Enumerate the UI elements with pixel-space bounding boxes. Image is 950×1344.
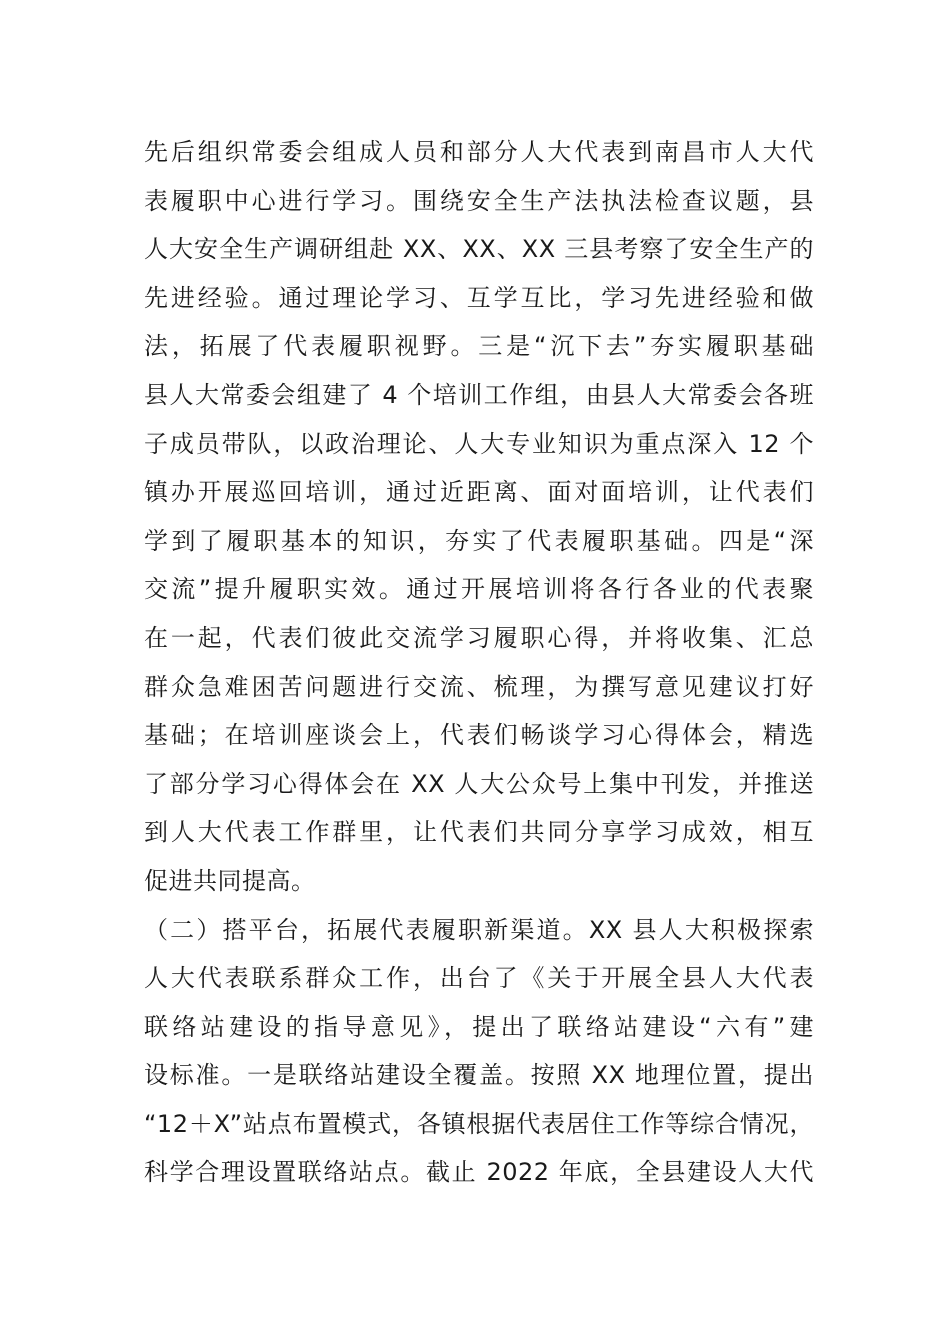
text-line-4: 先进经验。通过理论学习、互学互比，学习先进经验和做 bbox=[144, 283, 814, 312]
text-line-2: 表履职中心进行学习。围绕安全生产法执法检查议题，县 bbox=[144, 186, 814, 215]
text-line-3: 人大安全生产调研组赴 XX、XX、XX 三县考察了安全生产的 bbox=[144, 235, 814, 264]
text-line-12: 群众急难困苦问题进行交流、梳理，为撰写意见建议打好 bbox=[144, 672, 814, 701]
text-line-17: （二）搭平台，拓展代表履职新渠道。XX 县人大积极探索 bbox=[144, 915, 814, 944]
text-line-13: 基础；在培训座谈会上，代表们畅谈学习心得体会，精选 bbox=[144, 721, 814, 750]
text-line-21: “12＋X”站点布置模式，各镇根据代表居住工作等综合情况， bbox=[144, 1109, 814, 1138]
text-line-6: 县人大常委会组建了 4 个培训工作组，由县人大常委会各班 bbox=[144, 380, 814, 409]
text-line-9: 学到了履职基本的知识，夯实了代表履职基础。四是“深 bbox=[144, 526, 814, 555]
text-line-5: 法，拓展了代表履职视野。三是“沉下去”夯实履职基础 bbox=[144, 332, 814, 361]
text-line-14: 了部分学习心得体会在 XX 人大公众号上集中刊发，并推送 bbox=[144, 769, 814, 798]
text-line-16: 促进共同提高。 bbox=[144, 866, 316, 895]
text-line-1: 先后组织常委会组成人员和部分人大代表到南昌市人大代 bbox=[144, 138, 814, 166]
text-line-19: 联络站建设的指导意见》，提出了联络站建设“六有”建 bbox=[144, 1012, 814, 1041]
body-text bbox=[144, 128, 814, 1197]
text-line-15: 到人大代表工作群里，让代表们共同分享学习成效，相互 bbox=[144, 818, 814, 847]
text-line-11: 在一起，代表们彼此交流学习履职心得，并将收集、汇总 bbox=[144, 623, 814, 652]
text-line-20: 设标准。一是联络站建设全覆盖。按照 XX 地理位置，提出 bbox=[144, 1061, 814, 1090]
text-line-10: 交流”提升履职实效。通过开展培训将各行各业的代表聚 bbox=[144, 575, 814, 604]
text-line-22: 科学合理设置联络站点。截止 2022 年底，全县建设人大代 bbox=[144, 1158, 814, 1187]
text-line-18: 人大代表联系群众工作，出台了《关于开展全县人大代表 bbox=[144, 964, 814, 993]
text-line-7: 子成员带队，以政治理论、人大专业知识为重点深入 12 个 bbox=[144, 429, 814, 458]
text-line-8: 镇办开展巡回培训，通过近距离、面对面培训，让代表们 bbox=[144, 478, 814, 507]
